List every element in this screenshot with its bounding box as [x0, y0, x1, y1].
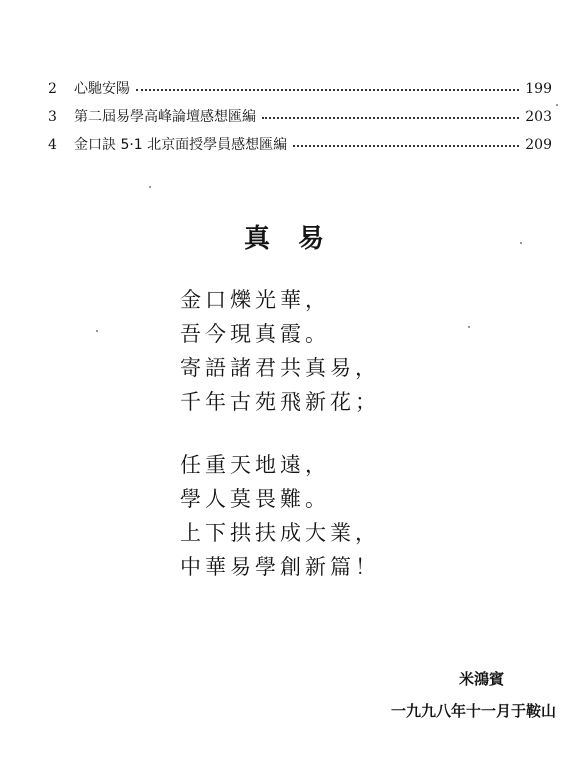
scan-speck: [149, 186, 151, 188]
poem-line: 上下拱扶成大業，: [180, 521, 380, 545]
poem-stanza-2: [180, 448, 380, 584]
poem-line: 學人莫畏難。: [180, 487, 330, 511]
poem-stanza-1: [180, 283, 380, 419]
toc-entry: [48, 106, 552, 134]
signature-date: 一九九八年十一月于鞍山: [390, 702, 556, 720]
scan-speck: [96, 330, 98, 332]
poem-line: 吾今現真霞。: [180, 322, 330, 346]
scan-speck: [468, 326, 470, 328]
toc-leader-dots: [293, 145, 519, 147]
poem-title: 真易: [243, 224, 352, 254]
table-of-contents: [48, 78, 552, 162]
toc-entry-page: 209: [525, 137, 552, 153]
toc-entry-title: 金口訣 5·1 北京面授學員感想匯編: [74, 137, 288, 153]
author-name: 米鴻賓: [458, 670, 504, 688]
toc-leader-dots: [136, 89, 519, 91]
scan-speck: [520, 242, 522, 244]
toc-entry-number: 4: [48, 137, 57, 153]
toc-entry-number: 3: [48, 109, 57, 125]
poem-line: 中華易學創新篇！: [180, 555, 380, 579]
toc-leader-dots: [262, 117, 519, 119]
poem-line: 寄語諸君共真易，: [180, 356, 380, 380]
toc-entry: [48, 134, 552, 162]
toc-entry-page: 199: [525, 81, 552, 97]
toc-entry-title: 第二屆易學高峰論壇感想匯編: [74, 109, 256, 125]
toc-entry-page: 203: [525, 109, 552, 125]
signature-block: [391, 668, 556, 724]
toc-entry-title: 心馳安陽: [74, 81, 130, 97]
poem-line: 任重天地遠，: [180, 453, 330, 477]
toc-entry: [48, 78, 552, 106]
toc-entry-number: 2: [48, 81, 57, 97]
scan-speck: [556, 104, 558, 106]
poem-line: 千年古苑飛新花；: [180, 390, 380, 414]
poem-line: 金口爍光華，: [180, 288, 330, 312]
